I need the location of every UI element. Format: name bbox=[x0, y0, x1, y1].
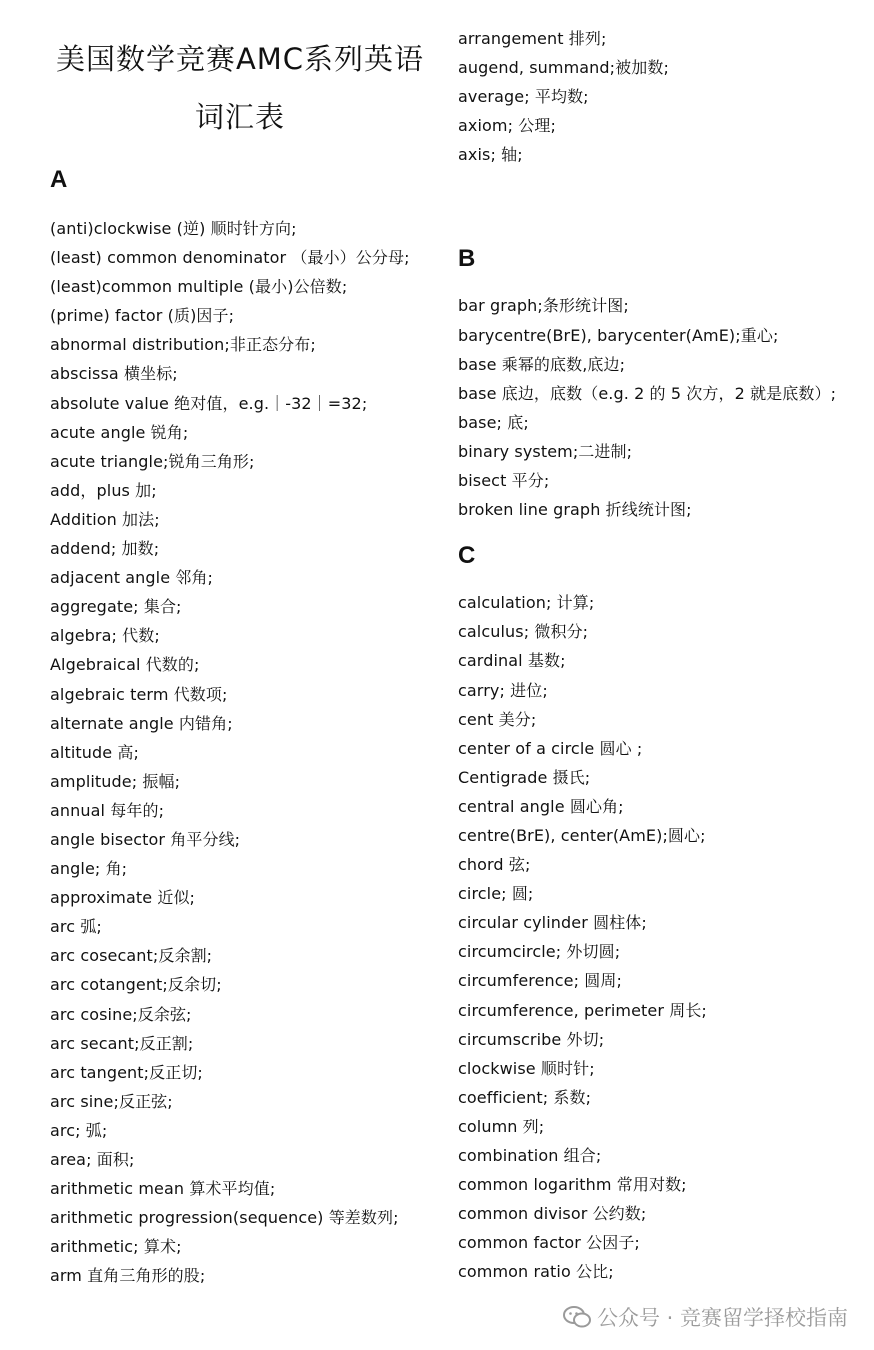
vocab-entry: base 乘幂的底数,底边; bbox=[458, 354, 626, 374]
vocab-entry: arithmetic; 算术; bbox=[50, 1237, 182, 1257]
vocab-entry: approximate 近似; bbox=[50, 888, 196, 908]
vocab-entry: (least) common denominator （最小）公分母; bbox=[50, 248, 410, 268]
vocab-entry: binary system;二进制; bbox=[458, 441, 633, 461]
vocab-entry: arc cosine;反余弦; bbox=[50, 1004, 192, 1024]
vocab-entry: common logarithm 常用对数; bbox=[458, 1175, 687, 1195]
vocab-entry: acute triangle;锐角三角形; bbox=[50, 451, 255, 471]
vocab-entry: arithmetic mean 算术平均值; bbox=[50, 1179, 276, 1199]
vocab-entry: arc; 弧; bbox=[50, 1120, 108, 1140]
vocab-entry: cent 美分; bbox=[458, 709, 537, 729]
vocab-entry: circular cylinder 圆柱体; bbox=[458, 913, 647, 933]
vocab-entry: base 底边，底数（e.g. 2 的 5 次方，2 就是底数）; bbox=[458, 383, 837, 403]
vocab-entry: (least)common multiple (最小)公倍数; bbox=[50, 277, 348, 297]
vocab-entry: cardinal 基数; bbox=[458, 651, 566, 671]
vocab-entry: altitude 高; bbox=[50, 742, 139, 762]
vocab-entry: axiom; 公理; bbox=[458, 116, 556, 136]
watermark bbox=[563, 1302, 848, 1332]
title-line-1: 美国数学竞赛AMC系列英语 bbox=[55, 42, 425, 76]
vocab-entry: carry; 进位; bbox=[458, 680, 548, 700]
vocab-entry: area; 面积; bbox=[50, 1150, 135, 1169]
vocab-entry: Algebraical 代数的; bbox=[50, 655, 200, 675]
vocab-entry: circumference, perimeter 周长; bbox=[458, 1000, 707, 1020]
vocab-entry: add，plus 加; bbox=[50, 480, 157, 500]
vocab-entry: arc sine;反正弦; bbox=[50, 1091, 173, 1111]
entry-list-b bbox=[458, 291, 838, 524]
vocab-entry: arrangement 排列; bbox=[458, 29, 607, 48]
vocab-entry: common factor 公因子; bbox=[458, 1233, 640, 1253]
vocab-entry: abnormal distribution;非正态分布; bbox=[50, 335, 316, 355]
title-line-2: 词汇表 bbox=[194, 100, 285, 134]
section-heading-c: C bbox=[458, 542, 476, 570]
vocab-entry: addend; 加数; bbox=[50, 539, 160, 559]
vocab-entry: arc secant;反正割; bbox=[50, 1033, 194, 1053]
vocab-entry: bisect 平分; bbox=[458, 471, 550, 491]
right-column bbox=[458, 0, 838, 1286]
vocab-entry: calculation; 计算; bbox=[458, 593, 595, 613]
vocab-entry: (anti)clockwise (逆) 顺时针方向; bbox=[50, 219, 297, 238]
vocab-entry: base; 底; bbox=[458, 412, 529, 432]
vocab-entry: Centigrade 摄氏; bbox=[458, 767, 591, 787]
vocab-entry: absolute value 绝对值，e.g.｜-32｜=32; bbox=[50, 393, 368, 413]
vocab-entry: axis; 轴; bbox=[458, 145, 523, 165]
vocab-entry: alternate angle 内错角; bbox=[50, 713, 233, 733]
vocab-entry: angle bisector 角平分线; bbox=[50, 829, 241, 849]
vocab-entry: coefficient; 系数; bbox=[458, 1087, 592, 1107]
vocab-entry: amplitude; 振幅; bbox=[50, 771, 181, 791]
vocab-entry: circumcircle; 外切圆; bbox=[458, 942, 621, 962]
vocab-entry: broken line graph 折线统计图; bbox=[458, 500, 692, 520]
vocab-entry: algebra; 代数; bbox=[50, 626, 160, 646]
vocab-entry: average; 平均数; bbox=[458, 87, 589, 107]
vocab-entry: arithmetic progression(sequence) 等差数列; bbox=[50, 1208, 399, 1228]
vocab-entry: calculus; 微积分; bbox=[458, 622, 589, 642]
entry-list-a-continued bbox=[458, 24, 838, 169]
vocab-entry: adjacent angle 邻角; bbox=[50, 568, 214, 588]
vocab-entry: annual 每年的; bbox=[50, 800, 165, 820]
entry-list-a bbox=[50, 214, 430, 1290]
vocab-entry: barycentre(BrE), barycenter(AmE);重心; bbox=[458, 325, 779, 345]
vocab-entry: chord 弦; bbox=[458, 855, 531, 875]
vocab-entry: clockwise 顺时针; bbox=[458, 1058, 595, 1078]
vocab-entry: centre(BrE), center(AmE);圆心; bbox=[458, 825, 706, 845]
vocab-entry: augend, summand;被加数; bbox=[458, 58, 669, 78]
vocab-entry: arc cotangent;反余切; bbox=[50, 975, 222, 995]
vocab-entry: abscissa 横坐标; bbox=[50, 364, 178, 384]
vocab-entry: central angle 圆心角; bbox=[458, 796, 624, 816]
vocab-entry: center of a circle 圆心 ; bbox=[458, 738, 643, 758]
section-heading-a: A bbox=[50, 166, 68, 193]
vocab-entry: circumscribe 外切; bbox=[458, 1029, 605, 1049]
vocab-entry: column 列; bbox=[458, 1116, 545, 1136]
vocab-entry: angle; 角; bbox=[50, 859, 128, 879]
vocab-entry: common ratio 公比; bbox=[458, 1262, 614, 1282]
vocab-entry: algebraic term 代数项; bbox=[50, 684, 228, 704]
vocab-entry: circumference; 圆周; bbox=[458, 971, 622, 991]
vocab-entry: acute angle 锐角; bbox=[50, 422, 189, 442]
vocab-entry: arc tangent;反正切; bbox=[50, 1062, 203, 1082]
wechat-icon bbox=[563, 1305, 591, 1329]
page-title bbox=[50, 30, 430, 146]
vocab-entry: circle; 圆; bbox=[458, 884, 534, 904]
vocab-entry: arc 弧; bbox=[50, 917, 102, 937]
vocab-entry: bar graph;条形统计图; bbox=[458, 296, 629, 316]
vocab-entry: arc cosecant;反余割; bbox=[50, 946, 213, 966]
vocab-entry: common divisor 公约数; bbox=[458, 1204, 647, 1224]
vocab-entry: Addition 加法; bbox=[50, 509, 160, 529]
vocab-entry: combination 组合; bbox=[458, 1146, 602, 1165]
section-heading-b: B bbox=[458, 245, 476, 273]
vocab-entry: arm 直角三角形的股; bbox=[50, 1266, 206, 1286]
left-column bbox=[50, 0, 430, 1290]
vocab-entry: aggregate; 集合; bbox=[50, 597, 182, 617]
watermark-text: 公众号 · 竞赛留学择校指南 bbox=[596, 1306, 848, 1330]
vocab-entry: (prime) factor (质)因子; bbox=[50, 306, 235, 326]
entry-list-c bbox=[458, 588, 838, 1286]
